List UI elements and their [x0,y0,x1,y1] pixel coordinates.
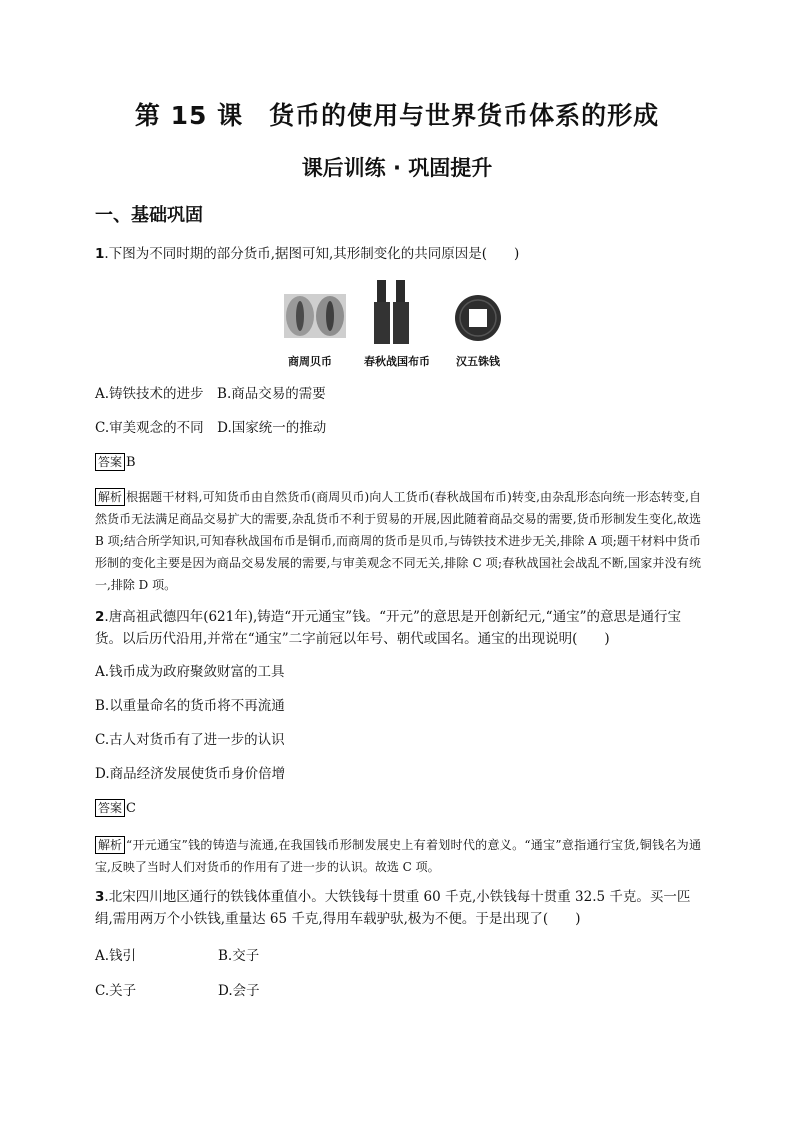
question-number: 1 [95,246,105,262]
analysis-text: 根据题干材料,可知货币由自然货币(商周贝币)向人工货币(春秋战国布币)转变,由杂乱形态向统一形态转变,自然货币无法满足商品交易扩大的需要,杂乱货币不利于贸易的开展,因此随着商品交易的需要,货币形制发生变化,故选 B 项;结合所学知识,可知春秋战国布币是铜币,而商周的货币是贝币,与铸铁技术进步无关,排除 A 项;题干材料中货币形制的变化主要是因为商品交易发展的需要,与审美观念不同无关,排除 C 项;春秋战国社会战乱不断,国家并没有统一,排除 D 项。 [95,490,701,592]
question-number: 3 [95,889,105,905]
q2-option-a: A.钱币成为政府聚敛财富的工具 [95,664,285,680]
q3-option-d: D.会子 [218,983,260,999]
spade-money-image [374,280,409,344]
q2-option-b: B.以重量命名的货币将不再流通 [95,698,285,714]
question-3 [95,886,701,930]
option-b: B.商品交易的需要 [217,386,326,402]
q2-analysis [95,834,701,878]
q1-options-row-1 [95,384,326,404]
answer-tag: 答案 [95,799,125,817]
analysis-text: “开元通宝”钱的铸造与流通,在我国钱币形制发展史上有着划时代的意义。“通宝”意指通行宝货,铜钱名为通宝,反映了当时人们对货币的作用有了进一步的认识。故选 C 项。 [95,838,701,874]
option-d: D.国家统一的推动 [217,420,327,436]
analysis-tag: 解析 [95,488,125,506]
page-title: 第 15 课 货币的使用与世界货币体系的形成 [134,101,660,130]
q1-answer [95,453,136,472]
q2-answer [95,799,136,818]
q1-analysis [95,486,701,596]
q3-option-b: B.交子 [218,948,260,964]
caption-wuzhu-coin: 汉五铢钱 [456,355,500,368]
page-subtitle: 课后训练 · 巩固提升 [301,156,493,180]
q2-option-d: D.商品经济发展使货币身价倍增 [95,766,286,782]
answer-value: C [126,801,136,816]
q3-option-a: A.钱引 [95,948,137,964]
q2-option-c: C.古人对货币有了进一步的认识 [95,732,285,748]
question-text: .下图为不同时期的部分货币,据图可知,其形制变化的共同原因是( ) [104,246,520,262]
question-number: 2 [95,609,105,625]
wuzhu-coin-image [455,295,501,341]
question-text: .北宋四川地区通行的铁钱体重值小。大铁钱每十贯重 60 千克,小铁钱每十贯重 32.5 千克。买一匹绢,需用两万个小铁钱,重量达 65 千克,得用车载驴驮,极为不便。于是出现了( ) [95,889,691,927]
question-1 [95,243,701,265]
section-heading: 一、基础巩固 [95,205,203,226]
q1-options-row-2 [95,418,326,438]
caption-shell-money: 商周贝币 [288,355,332,368]
option-a: A.铸铁技术的进步 [95,386,204,402]
answer-tag: 答案 [95,453,125,471]
option-c: C.审美观念的不同 [95,420,204,436]
question-text: .唐高祖武德四年(621年),铸造“开元通宝”钱。“开元”的意思是开创新纪元,“通宝”的意思是通行宝货。以后历代沿用,并常在“通宝”二字前冠以年号、朝代或国名。通宝的出现说明( ) [95,609,681,647]
q3-option-c: C.关子 [95,983,137,999]
answer-value: B [126,455,136,470]
shell-money-image [284,294,346,338]
analysis-tag: 解析 [95,836,125,854]
question-2 [95,606,701,650]
caption-spade-money: 春秋战国布币 [364,355,430,368]
